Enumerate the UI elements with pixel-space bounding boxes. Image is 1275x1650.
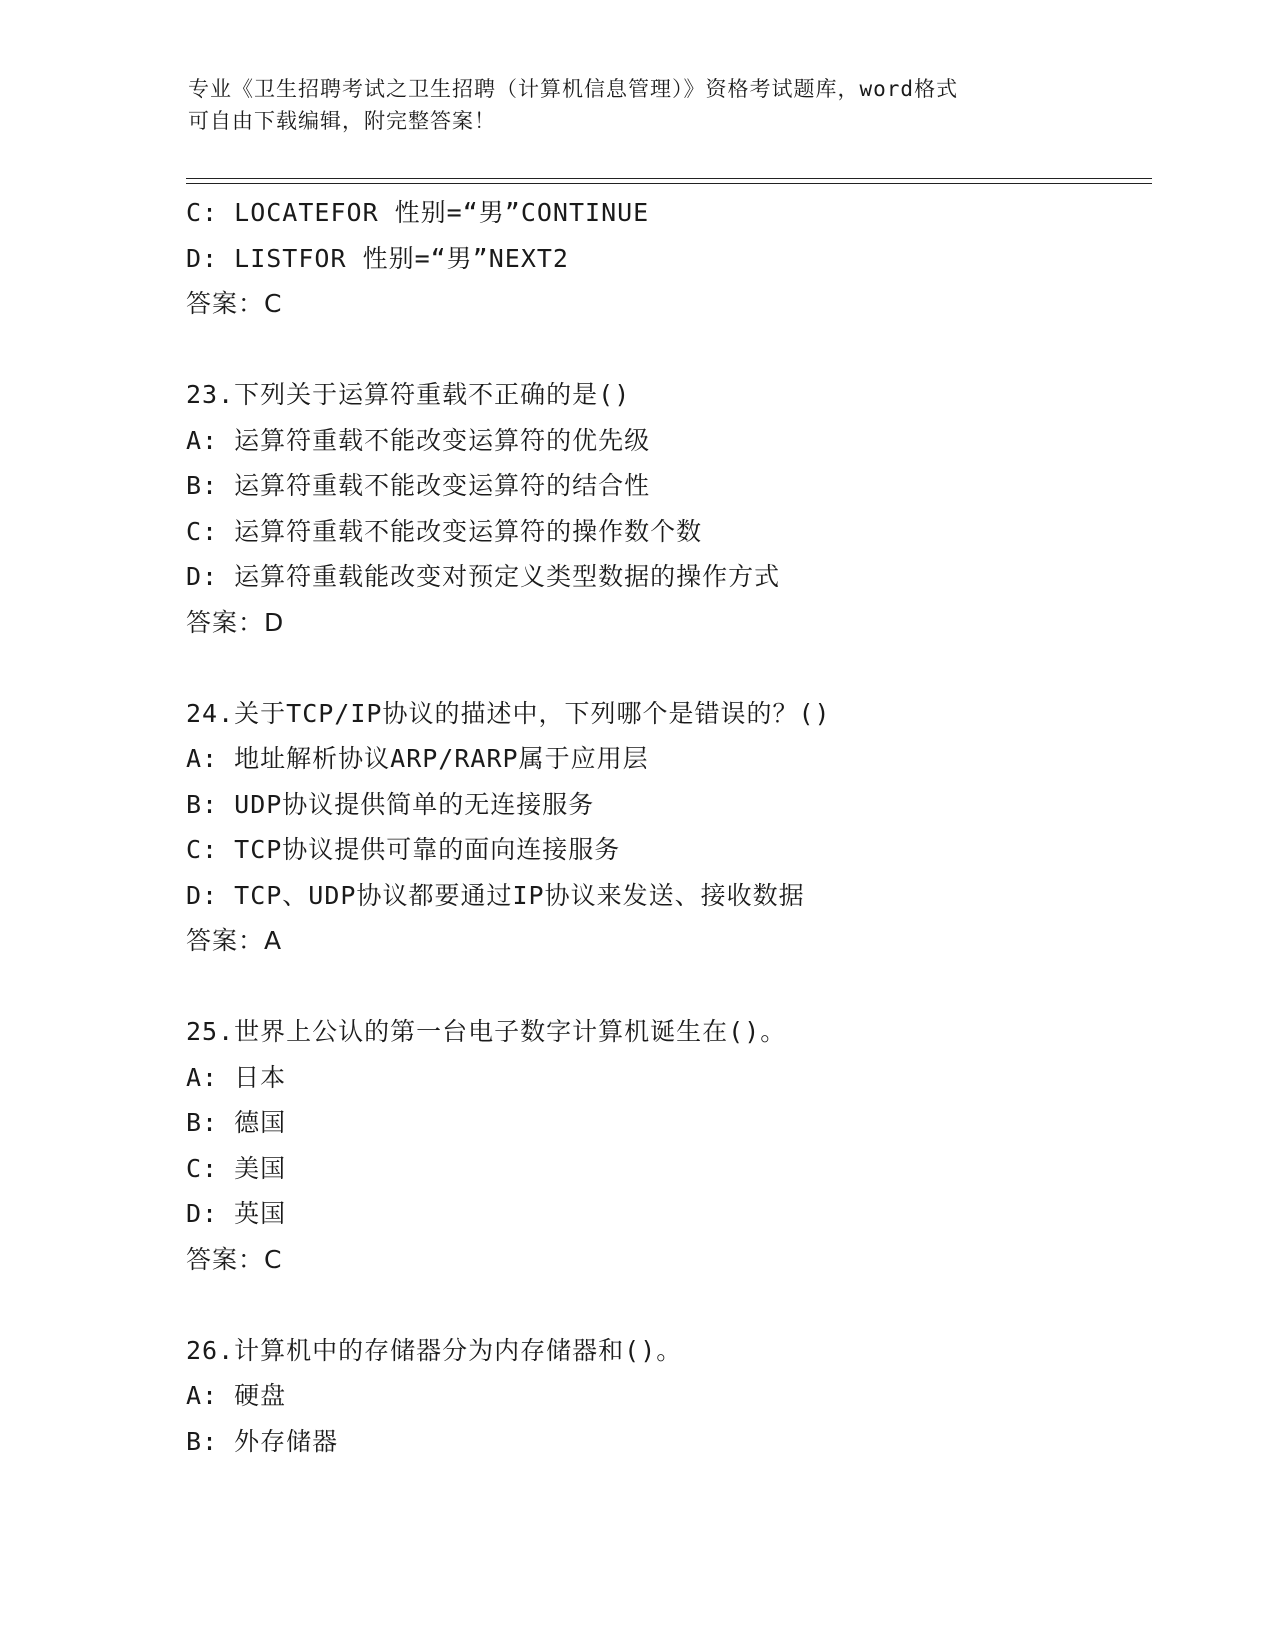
option-b: B: 运算符重载不能改变运算符的结合性 [186, 471, 651, 500]
header-divider-top [186, 178, 1152, 179]
spacer [186, 327, 1166, 373]
option-a: A: 日本 [186, 1062, 287, 1092]
question-block-23 [186, 372, 1166, 645]
option-c: C: 运算符重载不能改变运算符的操作数个数 [186, 516, 703, 546]
spacer [186, 964, 1166, 1010]
spacer [186, 1282, 1166, 1328]
answer-line: 答案：A [186, 926, 283, 955]
question-text: 26.计算机中的存储器分为内存储器和()。 [186, 1335, 683, 1365]
option-b: B: UDP协议提供简单的无连接服务 [186, 789, 595, 819]
option-d: D: LISTFOR 性别=“男”NEXT2 [186, 243, 569, 273]
question-block-26 [186, 1328, 1166, 1465]
option-a: A: 运算符重载不能改变运算符的优先级 [186, 425, 651, 455]
question-block-22 [186, 190, 1166, 327]
option-c: C: TCP协议提供可靠的面向连接服务 [186, 835, 621, 864]
option-c: C: LOCATEFOR 性别=“男”CONTINUE [186, 198, 650, 227]
spacer [186, 645, 1166, 691]
question-text: 25.世界上公认的第一台电子数字计算机诞生在()。 [186, 1017, 787, 1046]
answer-line: 答案：C [186, 289, 283, 318]
header-divider-bottom [186, 183, 1152, 184]
option-c: C: 美国 [186, 1153, 287, 1183]
header-line-2: 可自由下载编辑，附完整答案！ [188, 109, 496, 133]
question-block-24 [186, 691, 1166, 964]
document-header [188, 73, 1088, 137]
option-d: D: 运算符重载能改变对预定义类型数据的操作方式 [186, 562, 781, 591]
answer-line: 答案：D [186, 607, 285, 637]
option-a: A: 硬盘 [186, 1381, 287, 1410]
question-block-25 [186, 1009, 1166, 1282]
option-b: B: 外存储器 [186, 1426, 339, 1456]
option-d: D: 英国 [186, 1199, 287, 1228]
option-a: A: 地址解析协议ARP/RARP属于应用层 [186, 744, 649, 773]
question-text: 23.下列关于运算符重载不正确的是() [186, 380, 631, 409]
option-d: D: TCP、UDP协议都要通过IP协议来发送、接收数据 [186, 880, 805, 910]
option-b: B: 德国 [186, 1108, 287, 1137]
question-list [186, 190, 1166, 1464]
answer-line: 答案：C [186, 1244, 283, 1274]
question-text: 24.关于TCP/IP协议的描述中，下列哪个是错误的？() [186, 698, 831, 728]
header-line-1: 专业《卫生招聘考试之卫生招聘（计算机信息管理）》资格考试题库，word格式 [188, 77, 959, 101]
